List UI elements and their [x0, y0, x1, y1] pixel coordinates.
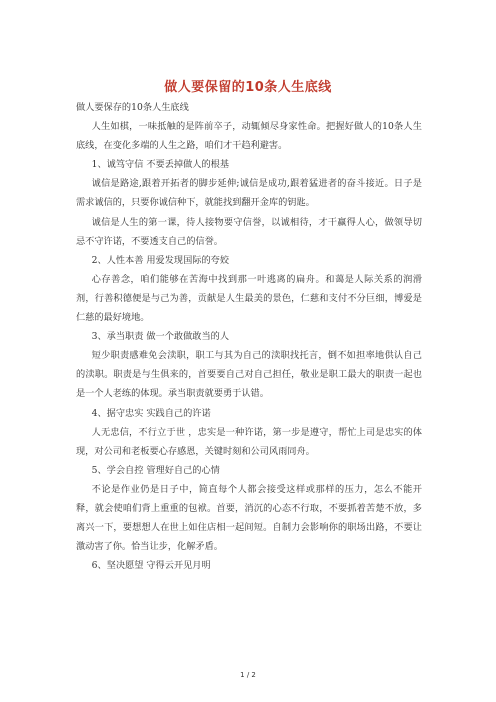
section-heading: 1、诚笃守信 不要丢掉做人的根基 — [91, 159, 230, 171]
document-body — [76, 98, 422, 575]
section-paragraph: 心存善念，咱们能够在苦海中找到那一叶逃离的扁舟。和蔼是人际关系的润滑剂，行善积德便是与己为善，贡献是人生最美的景色，仁慈和支付不分巨细，博爱是仁慈的最好境地。 — [76, 273, 422, 324]
section-heading: 3、承当职责 做一个敢做敢当的人 — [91, 331, 230, 343]
section-heading: 6、坚决愿望 守得云开见月明 — [91, 560, 211, 572]
section-paragraph: 不论是作业仍是日子中，简直每个人都会接受这样或那样的压力，怎么不能开释，就会使咱们背上重重的包袱。首要，消沉的心态不行取，不要抓着苦楚不放，多离兴一下，要想想人在世上如住店相一起间短。自制力会影响你的职场出路，不要让激动害了你。恰当让步，化解矛盾。 — [76, 483, 422, 553]
section-heading: 5、学会自控 管理好自己的心情 — [91, 464, 220, 476]
subtitle-line: 做人要保存的10条人生底线 — [76, 102, 189, 113]
section-paragraph: 诚信是路途,跟着开拓者的脚步延伸;诚信是成功,跟着猛进者的奋斗接近。日子是需求诚信的，只要你诚信种下，就能找到翻开金库的钥匙。 — [76, 178, 422, 209]
section-paragraph: 诚信是人生的第一课，待人接物要守信誉，以诚相待，才干赢得人心，做领导切忌不守许诺，不要透支自己的信誉。 — [76, 216, 422, 247]
document-title: 做人要保留的10条人生底线 — [164, 80, 332, 95]
section-heading: 2、人性本善 用爱发现国际的夸姣 — [91, 254, 230, 266]
section-paragraph: 人无忠信，不行立于世 ，忠实是一种许诺，第一步是遵守，帮忙上司是忠实的体现，对公司和老板要心存感恩，关键时刻和公司风雨同舟。 — [76, 426, 422, 457]
section-paragraph: 短少职责感难免会渎职，职工与其为自己的渎职找托言，倒不如担率地供认自己的渎职。职责是与生俱来的，首要要自己对自己担任，敬业是职工最大的职责一起也是一个人老练的体现。承当职责就要勇于认错。 — [76, 350, 422, 400]
page-number: 1 / 2 — [240, 671, 256, 679]
intro-paragraph: 人生如棋，一味抵触的是阵前卒子，动辄倾尽身家性命。把握好做人的10条人生底线，在变化多端的人生之路，咱们才干趋利避害。 — [76, 121, 422, 152]
section-heading: 4、据守忠实 实践自己的许诺 — [91, 407, 211, 419]
